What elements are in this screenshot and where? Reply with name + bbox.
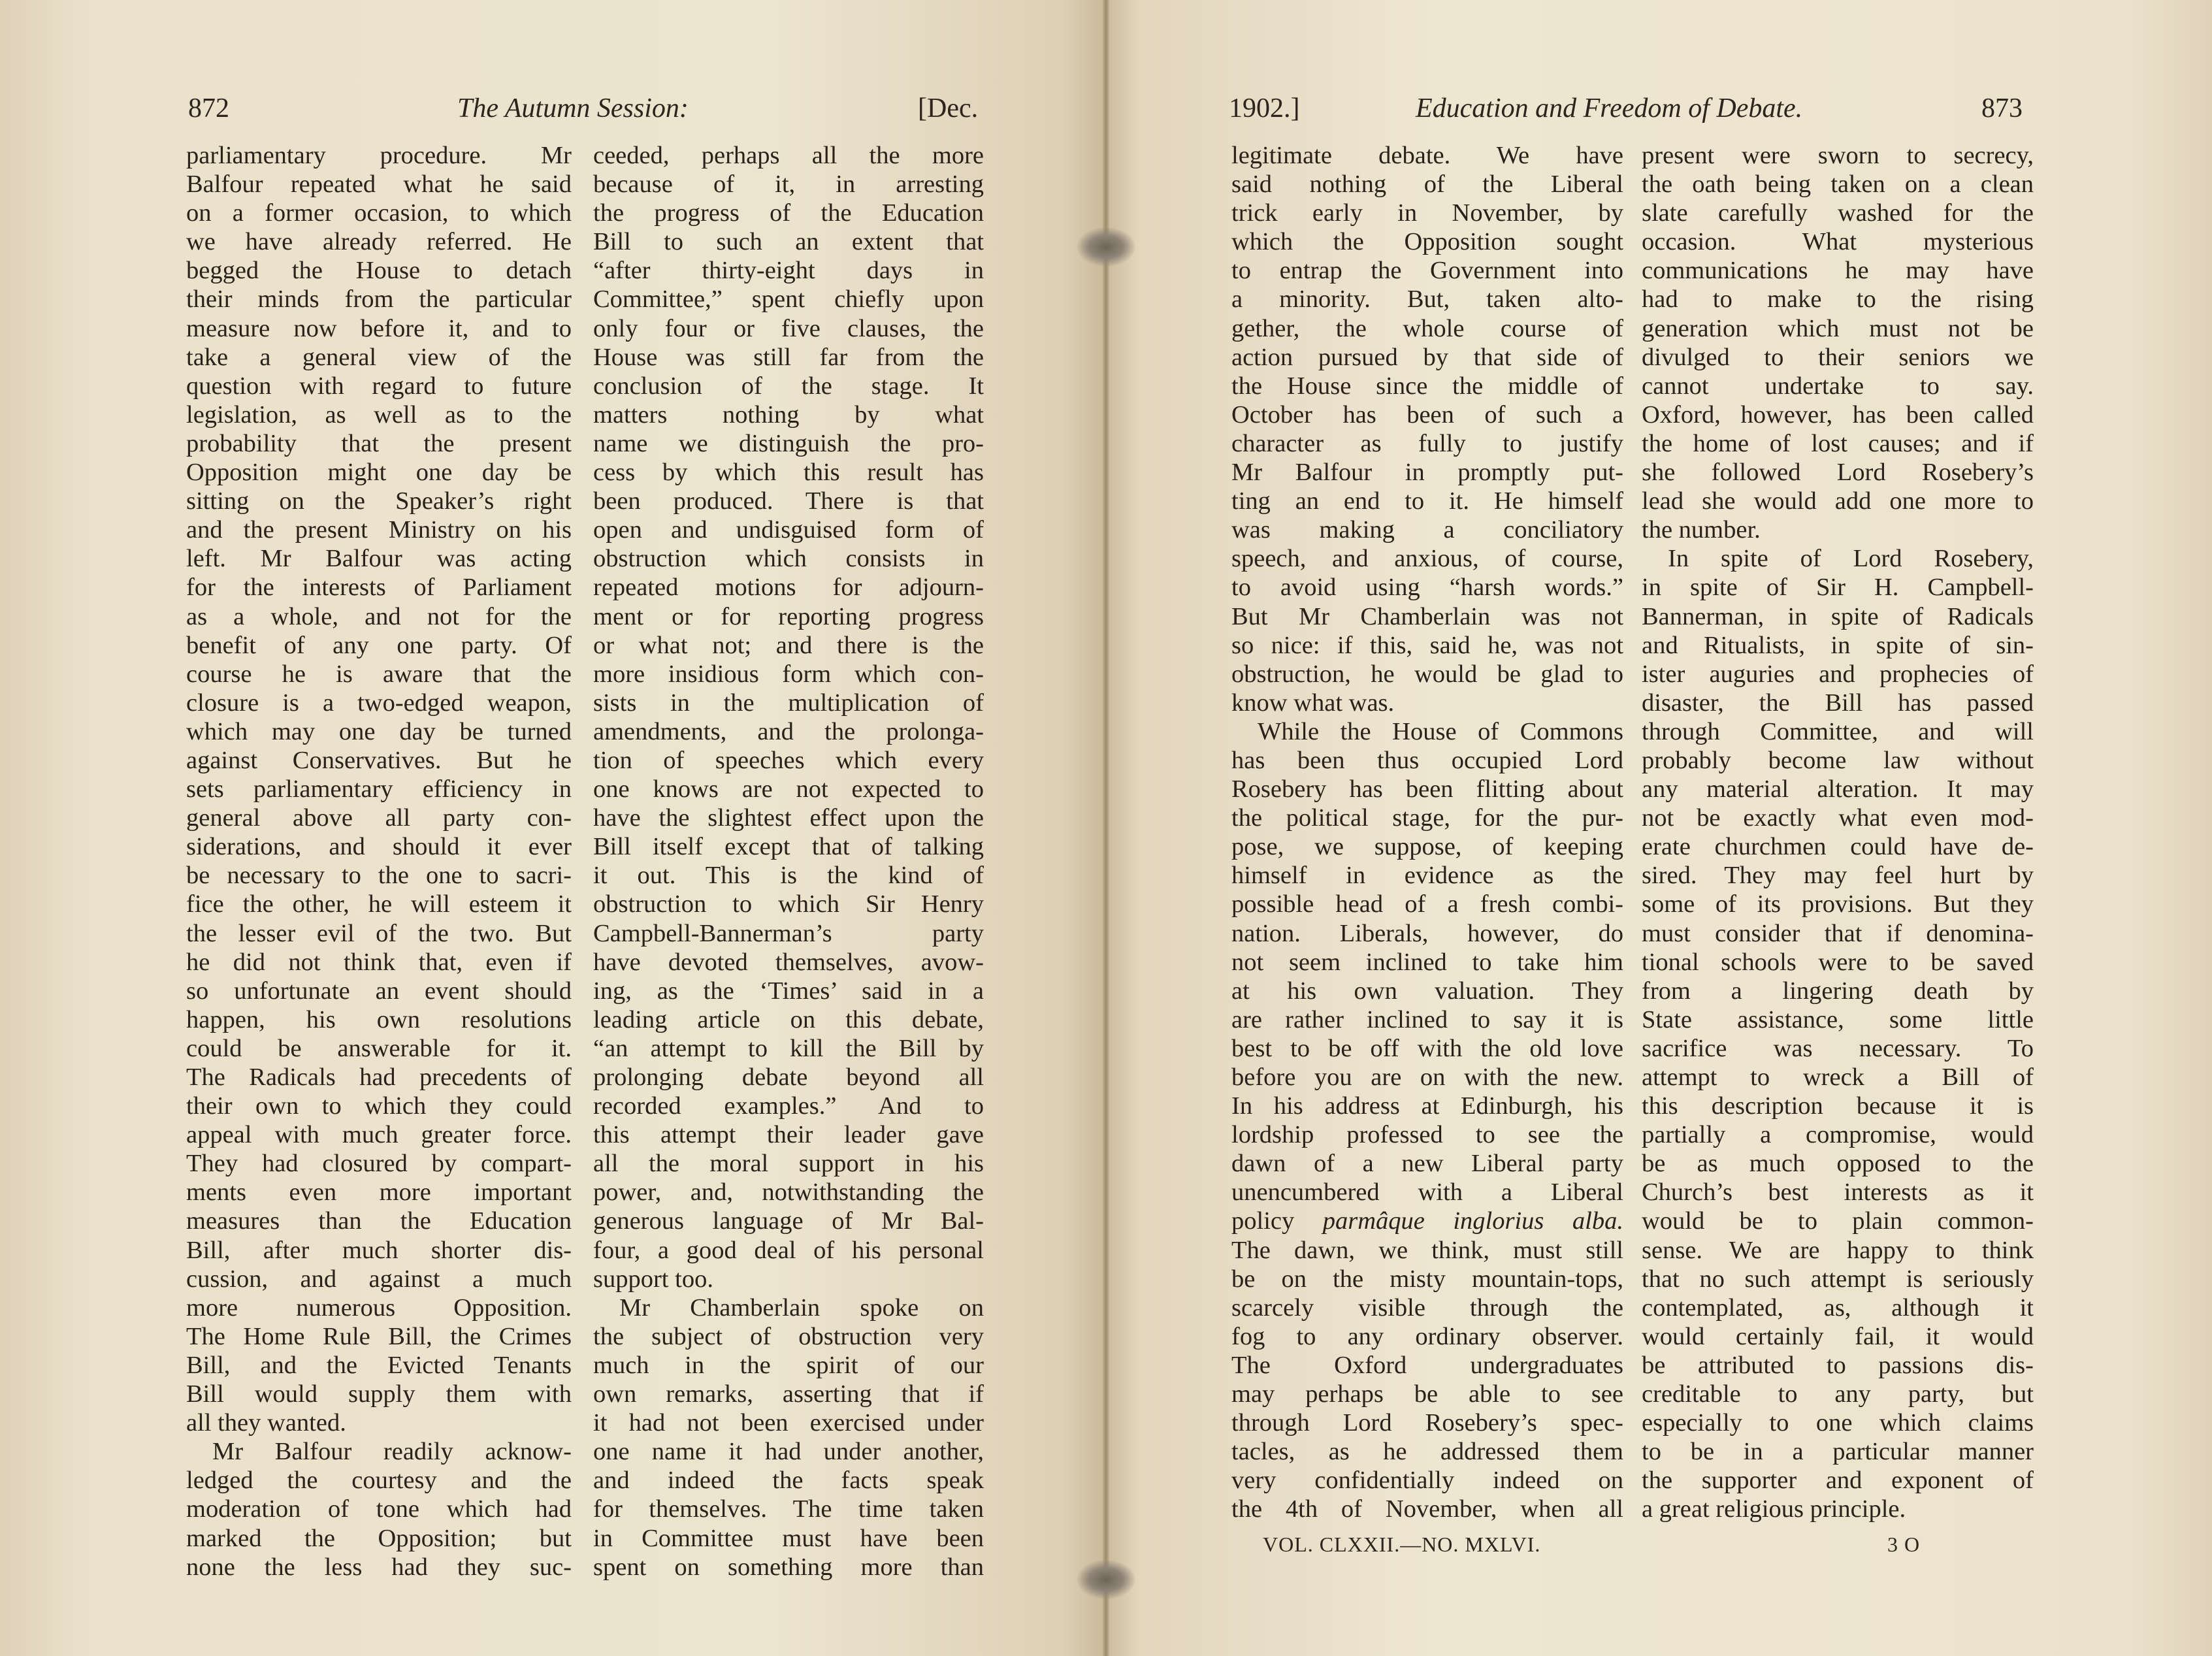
text-line: from a lingering death by bbox=[1642, 977, 2034, 1005]
text-line: divulged to their seniors we bbox=[1642, 343, 2034, 371]
text-line: especially to one which claims bbox=[1642, 1409, 2034, 1437]
text-line: best to be off with the old love bbox=[1231, 1034, 1623, 1062]
text-line: Bill, and the Evicted Tenants bbox=[186, 1351, 572, 1379]
text-line: contemplated, as, although it bbox=[1642, 1293, 2034, 1322]
text-line: measures than the Education bbox=[186, 1207, 572, 1235]
text-line: cussion, and against a much bbox=[186, 1265, 572, 1293]
text-line: sets parliamentary efficiency in bbox=[186, 775, 572, 804]
text-line: it had not been exercised under bbox=[593, 1409, 984, 1437]
text-line: been produced. There is that bbox=[593, 487, 984, 515]
text-line: Church’s best interests as it bbox=[1642, 1178, 2034, 1207]
text-line: benefit of any one party. Of bbox=[186, 631, 572, 659]
text-line: tacles, as he addressed them bbox=[1231, 1438, 1623, 1466]
text-line: They had closured by compart- bbox=[186, 1150, 572, 1178]
text-line: the lesser evil of the two. But bbox=[186, 919, 572, 947]
text-line: siderations, and should it ever bbox=[186, 833, 572, 861]
text-line: have the slightest effect upon the bbox=[593, 804, 984, 832]
text-line: so unfortunate an event should bbox=[186, 977, 572, 1005]
text-line: the progress of the Education bbox=[593, 199, 984, 227]
text-line: that no such attempt is seriously bbox=[1642, 1265, 2034, 1293]
left-date-mark: [Dec. bbox=[918, 93, 979, 123]
text-line: obstruction which consists in bbox=[593, 545, 984, 573]
text-line: which the Opposition sought bbox=[1231, 228, 1623, 256]
text-line: to avoid using “harsh words.” bbox=[1231, 574, 1623, 602]
text-line: sacrifice was necessary. To bbox=[1642, 1034, 2034, 1062]
text-line: a great religious principle. bbox=[1642, 1495, 1906, 1523]
text-line: Bill, after much shorter dis- bbox=[186, 1236, 572, 1264]
text-line: was making a conciliatory bbox=[1231, 516, 1623, 544]
text-line: or what not; and there is the bbox=[593, 631, 984, 659]
text-line: While the House of Commons bbox=[1258, 717, 1623, 745]
text-line: this description because it is bbox=[1642, 1092, 2034, 1120]
text-line: recorded examples.” And to bbox=[593, 1092, 984, 1120]
text-line: ister auguries and prophecies of bbox=[1642, 660, 2034, 688]
text-line: sired. They may feel hurt by bbox=[1642, 862, 2034, 890]
text-line: Committee,” spent chiefly upon bbox=[593, 285, 984, 314]
text-line: partially a compromise, would bbox=[1642, 1121, 2034, 1149]
signature-mark: 3 O bbox=[1887, 1533, 1921, 1556]
text-line: The Oxford undergraduates bbox=[1231, 1351, 1623, 1379]
text-line: the subject of obstruction very bbox=[593, 1322, 984, 1350]
text-line: probably become law without bbox=[1642, 746, 2034, 774]
text-line: the political stage, for the pur- bbox=[1231, 804, 1623, 832]
text-line: very confidentially indeed on bbox=[1231, 1467, 1623, 1495]
text-line: only four or five clauses, the bbox=[593, 314, 984, 342]
text-line: through Lord Rosebery’s spec- bbox=[1231, 1409, 1623, 1437]
text-line: one knows are not expected to bbox=[593, 775, 984, 804]
text-line: a minority. But, taken alto- bbox=[1231, 285, 1623, 314]
text-line: and the present Ministry on his bbox=[186, 516, 572, 544]
text-line: before you are on with the new. bbox=[1231, 1063, 1623, 1091]
text-line: slate carefully washed for the bbox=[1642, 199, 2034, 227]
text-line: general above all party con- bbox=[186, 804, 572, 832]
text-line: matters nothing by what bbox=[593, 400, 984, 429]
text-line: prolonging debate beyond all bbox=[593, 1063, 984, 1091]
text-line: the 4th of November, when all bbox=[1231, 1495, 1623, 1523]
text-line: Mr Balfour readily acknow- bbox=[212, 1438, 572, 1466]
text-line: generation which must not be bbox=[1642, 314, 2034, 342]
text-line: may perhaps be able to see bbox=[1231, 1380, 1623, 1408]
text-line: through Committee, and will bbox=[1642, 717, 2034, 745]
text-line: to entrap the Government into bbox=[1231, 257, 1623, 285]
text-line: support too. bbox=[593, 1265, 713, 1293]
text-line: closure is a two-edged weapon, bbox=[186, 689, 572, 717]
text-line: appeal with much greater force. bbox=[186, 1121, 572, 1149]
text-line: pose, we suppose, of keeping bbox=[1231, 833, 1623, 861]
text-line: The Radicals had precedents of bbox=[186, 1063, 572, 1091]
left-column-1 bbox=[186, 141, 572, 1582]
text-line: cess by which this result has bbox=[593, 459, 984, 487]
text-line: all the moral support in his bbox=[593, 1150, 984, 1178]
text-line: could be answerable for it. bbox=[186, 1034, 572, 1062]
text-line: course he is aware that the bbox=[186, 660, 572, 688]
text-line: In his address at Edinburgh, his bbox=[1231, 1092, 1623, 1120]
text-line: not be exactly what even mod- bbox=[1642, 804, 2034, 832]
text-line: creditable to any party, but bbox=[1642, 1380, 2034, 1408]
text-line: possible head of a fresh combi- bbox=[1231, 890, 1623, 918]
text-line: power, and, notwithstanding the bbox=[593, 1178, 984, 1207]
text-line: The dawn, we think, must still bbox=[1231, 1236, 1623, 1264]
text-line: be on the misty mountain-tops, bbox=[1231, 1265, 1623, 1293]
right-column-2 bbox=[1642, 141, 2034, 1524]
text-line: spent on something more than bbox=[593, 1553, 984, 1581]
text-line: But Mr Chamberlain was not bbox=[1231, 602, 1623, 630]
text-line: name we distinguish the pro- bbox=[593, 429, 984, 457]
text-line: much in the spirit of our bbox=[593, 1351, 984, 1379]
text-line: left. Mr Balfour was acting bbox=[186, 545, 572, 573]
text-line: legitimate debate. We have bbox=[1231, 142, 1623, 169]
text-line: have devoted themselves, avow- bbox=[593, 948, 984, 976]
text-line: against Conservatives. But he bbox=[186, 746, 572, 774]
text-line: any material alteration. It may bbox=[1642, 775, 2034, 804]
text-line: four, a good deal of his personal bbox=[593, 1236, 984, 1264]
right-running-title: Education and Freedom of Debate. bbox=[1416, 93, 1803, 123]
text-line: attempt to wreck a Bill of bbox=[1642, 1063, 2034, 1091]
text-line: occasion. What mysterious bbox=[1642, 228, 2034, 256]
text-line: would be to plain common- bbox=[1642, 1207, 2034, 1235]
text-line: begged the House to detach bbox=[186, 257, 572, 285]
left-page-number: 872 bbox=[188, 93, 229, 123]
text-line: Mr Chamberlain spoke on bbox=[619, 1293, 984, 1322]
text-line: all they wanted. bbox=[186, 1409, 346, 1437]
text-line: open and undisguised form of bbox=[593, 516, 984, 544]
text-line: sists in the multiplication of bbox=[593, 689, 984, 717]
text-line: ment or for reporting progress bbox=[593, 602, 984, 630]
signature-volume: VOL. CLXXII.—NO. MXLVI. bbox=[1263, 1533, 1541, 1556]
text-line: would certainly fail, it would bbox=[1642, 1322, 2034, 1350]
text-line: legislation, as well as to the bbox=[186, 400, 572, 429]
binding-clip-top bbox=[1077, 227, 1135, 267]
text-line: in spite of Sir H. Campbell- bbox=[1642, 574, 2034, 602]
text-line: moderation of tone which had bbox=[186, 1495, 572, 1523]
text-line: unencumbered with a Liberal bbox=[1231, 1178, 1623, 1207]
text-line: Bill itself except that of talking bbox=[593, 833, 984, 861]
text-line: know what was. bbox=[1231, 689, 1395, 717]
text-line: must consider that if denomina- bbox=[1642, 919, 2034, 947]
text-line: be attributed to passions dis- bbox=[1642, 1351, 2034, 1379]
text-line: fice the other, he will esteem it bbox=[186, 890, 572, 918]
text-line: question with regard to future bbox=[186, 372, 572, 400]
text-line: the oath being taken on a clean bbox=[1642, 170, 2034, 199]
text-line: more numerous Opposition. bbox=[186, 1293, 572, 1322]
text-line: said nothing of the Liberal bbox=[1231, 170, 1623, 199]
text-line: sense. We are happy to think bbox=[1642, 1236, 2034, 1264]
text-line: Bannerman, in spite of Radicals bbox=[1642, 602, 2034, 630]
text-line: one name it had under another, bbox=[593, 1438, 984, 1466]
text-line: has been thus occupied Lord bbox=[1231, 746, 1623, 774]
text-line: Mr Balfour in promptly put- bbox=[1231, 459, 1623, 487]
text-line: because of it, in arresting bbox=[593, 170, 984, 199]
text-line: “after thirty-eight days in bbox=[593, 257, 984, 285]
text-line: obstruction, he would be glad to bbox=[1231, 660, 1623, 688]
text-line: Bill would supply them with bbox=[186, 1380, 572, 1408]
text-line: State assistance, some little bbox=[1642, 1005, 2034, 1033]
text-line: policy parmâque inglorius alba. bbox=[1231, 1207, 1623, 1235]
left-running-title: The Autumn Session: bbox=[457, 93, 689, 123]
text-line: in Committee must have been bbox=[593, 1524, 984, 1552]
text-line: more insidious form which con- bbox=[593, 660, 984, 688]
text-line: probability that the present bbox=[186, 429, 572, 457]
text-line: take a general view of the bbox=[186, 343, 572, 371]
text-line: dawn of a new Liberal party bbox=[1231, 1150, 1623, 1178]
text-line: for themselves. The time taken bbox=[593, 1495, 984, 1523]
text-line: sitting on the Speaker’s right bbox=[186, 487, 572, 515]
text-line: action pursued by that side of bbox=[1231, 343, 1623, 371]
text-line: be necessary to the one to sacri- bbox=[186, 862, 572, 890]
text-line: to be in a particular manner bbox=[1642, 1438, 2034, 1466]
text-line: conclusion of the stage. It bbox=[593, 372, 984, 400]
text-line: be as much opposed to the bbox=[1642, 1150, 2034, 1178]
text-line: it out. This is the kind of bbox=[593, 862, 984, 890]
text-line: lead she would add one more to bbox=[1642, 487, 2034, 515]
right-page bbox=[1106, 0, 2212, 1656]
text-line: had to make to the rising bbox=[1642, 285, 2034, 314]
text-line: gether, the whole course of bbox=[1231, 314, 1623, 342]
text-line: parliamentary procedure. Mr bbox=[186, 142, 572, 169]
right-column-1 bbox=[1231, 141, 1623, 1524]
right-running-head bbox=[1106, 89, 2212, 128]
text-line: he did not think that, even if bbox=[186, 948, 572, 976]
text-line: their own to which they could bbox=[186, 1092, 572, 1120]
text-line: and Ritualists, in spite of sin- bbox=[1642, 631, 2034, 659]
text-line: The Home Rule Bill, the Crimes bbox=[186, 1322, 572, 1350]
text-line: lordship professed to see the bbox=[1231, 1121, 1623, 1149]
text-line: the home of lost causes; and if bbox=[1642, 429, 2034, 457]
text-line: disaster, the Bill has passed bbox=[1642, 689, 2034, 717]
text-line: trick early in November, by bbox=[1231, 199, 1623, 227]
text-line: happen, his own resolutions bbox=[186, 1005, 572, 1033]
text-line: are rather inclined to say it is bbox=[1231, 1005, 1623, 1033]
text-line: Campbell-Bannerman’s party bbox=[593, 919, 984, 947]
text-line: ing, as the ‘Times’ said in a bbox=[593, 977, 984, 1005]
text-line: obstruction to which Sir Henry bbox=[593, 890, 984, 918]
text-line: communications he may have bbox=[1642, 257, 2034, 285]
text-line: generous language of Mr Bal- bbox=[593, 1207, 984, 1235]
text-line: Oxford, however, has been called bbox=[1642, 400, 2034, 429]
right-page-number: 873 bbox=[1981, 93, 2023, 123]
text-line: repeated motions for adjourn- bbox=[593, 574, 984, 602]
text-line: not seem inclined to take him bbox=[1231, 948, 1623, 976]
text-line: their minds from the particular bbox=[186, 285, 572, 314]
text-line: fog to any ordinary observer. bbox=[1231, 1322, 1623, 1350]
text-line: ments even more important bbox=[186, 1178, 572, 1207]
text-line: ceeded, perhaps all the more bbox=[593, 142, 984, 169]
text-line: marked the Opposition; but bbox=[186, 1524, 572, 1552]
text-line: the number. bbox=[1642, 516, 1761, 544]
text-line: as a whole, and not for the bbox=[186, 602, 572, 630]
text-line: scarcely visible through the bbox=[1231, 1293, 1623, 1322]
text-line: tional schools were to be saved bbox=[1642, 948, 2034, 976]
text-line: House was still far from the bbox=[593, 343, 984, 371]
text-line: we have already referred. He bbox=[186, 228, 572, 256]
text-line: measure now before it, and to bbox=[186, 314, 572, 342]
left-column-2 bbox=[593, 141, 984, 1582]
text-line: ledged the courtesy and the bbox=[186, 1467, 572, 1495]
text-line: speech, and anxious, of course, bbox=[1231, 545, 1623, 573]
text-line: none the less had they suc- bbox=[186, 1553, 572, 1581]
left-running-head bbox=[0, 89, 1106, 128]
text-line: and indeed the facts speak bbox=[593, 1467, 984, 1495]
text-line: she followed Lord Rosebery’s bbox=[1642, 459, 2034, 487]
text-line: erate churchmen could have de- bbox=[1642, 833, 2034, 861]
text-line: October has been of such a bbox=[1231, 400, 1623, 429]
text-line: which may one day be turned bbox=[186, 717, 572, 745]
right-date-mark: 1902.] bbox=[1229, 93, 1300, 123]
text-line: ting an end to it. He himself bbox=[1231, 487, 1623, 515]
text-line: at his own valuation. They bbox=[1231, 977, 1623, 1005]
text-line: In spite of Lord Rosebery, bbox=[1668, 545, 2034, 573]
text-line: the supporter and exponent of bbox=[1642, 1467, 2034, 1495]
text-line: amendments, and the prolonga- bbox=[593, 717, 984, 745]
binding-clip-bottom bbox=[1077, 1560, 1135, 1599]
text-line: tion of speeches which every bbox=[593, 746, 984, 774]
text-line: Rosebery has been flitting about bbox=[1231, 775, 1623, 804]
text-line: “an attempt to kill the Bill by bbox=[593, 1034, 984, 1062]
text-line: leading article on this debate, bbox=[593, 1005, 984, 1033]
text-line: this attempt their leader gave bbox=[593, 1121, 984, 1149]
text-line: Bill to such an extent that bbox=[593, 228, 984, 256]
text-line: some of its provisions. But they bbox=[1642, 890, 2034, 918]
text-line: himself in evidence as the bbox=[1231, 862, 1623, 890]
text-line: character as fully to justify bbox=[1231, 429, 1623, 457]
text-line: nation. Liberals, however, do bbox=[1231, 919, 1623, 947]
text-line: own remarks, asserting that if bbox=[593, 1380, 984, 1408]
text-line: Opposition might one day be bbox=[186, 459, 572, 487]
text-line: for the interests of Parliament bbox=[186, 574, 572, 602]
text-line: so nice: if this, said he, was not bbox=[1231, 631, 1623, 659]
text-line: Balfour repeated what he said bbox=[186, 170, 572, 199]
text-line: on a former occasion, to which bbox=[186, 199, 572, 227]
text-line: the House since the middle of bbox=[1231, 372, 1623, 400]
text-line: cannot undertake to say. bbox=[1642, 372, 2034, 400]
text-line: present were sworn to secrecy, bbox=[1642, 142, 2034, 169]
